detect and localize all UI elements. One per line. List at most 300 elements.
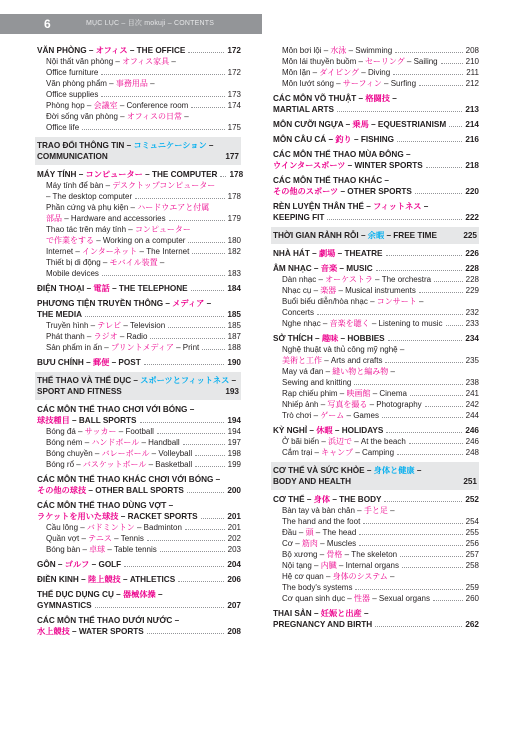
entry-page-number: 173 bbox=[227, 90, 241, 99]
dot-leader bbox=[102, 275, 225, 276]
toc-entry bbox=[37, 202, 241, 213]
japanese-term: 趣味 bbox=[321, 334, 339, 343]
entry-title bbox=[46, 213, 166, 224]
entry-page-number: 201 bbox=[227, 523, 241, 532]
entry-page-number: 232 bbox=[465, 308, 479, 317]
entry-text: – Internal organs bbox=[336, 561, 399, 570]
toc-entry bbox=[37, 140, 239, 151]
japanese-term: 骨格 bbox=[326, 550, 343, 559]
entry-page-number: 203 bbox=[227, 545, 241, 554]
toc-entry bbox=[37, 213, 241, 224]
entry-title bbox=[37, 169, 217, 180]
dot-leader bbox=[354, 384, 462, 385]
toc-entry bbox=[37, 375, 239, 386]
entry-text: COMMUNICATION bbox=[37, 152, 108, 161]
toc-entry bbox=[37, 78, 241, 89]
entry-text: Đời sống văn phòng – bbox=[46, 112, 127, 121]
dot-leader bbox=[376, 270, 463, 271]
entry-title bbox=[282, 78, 416, 89]
entry-title bbox=[273, 134, 394, 145]
dot-leader bbox=[144, 364, 225, 365]
entry-text: Môn lướt sóng – bbox=[282, 79, 343, 88]
entry-title bbox=[282, 516, 360, 527]
toc-entry bbox=[273, 476, 477, 487]
entry-title bbox=[273, 93, 397, 104]
entry-text: CÁC MÔN THỂ THAO MÙA ĐÔNG – bbox=[273, 150, 411, 159]
entry-page-number: 172 bbox=[227, 46, 241, 55]
japanese-term: ラジオ bbox=[93, 332, 118, 341]
entry-page-number: 211 bbox=[466, 68, 479, 77]
entry-text: – Sailing bbox=[404, 57, 438, 66]
entry-page-number: 228 bbox=[465, 264, 479, 273]
entry-page-number: 257 bbox=[465, 550, 479, 559]
dot-leader bbox=[178, 581, 224, 582]
entry-page-number: 212 bbox=[465, 79, 479, 88]
entry-text: Môn lặn – bbox=[282, 68, 320, 77]
japanese-term: ハードウエアと付属 bbox=[137, 203, 210, 212]
entry-text: Máy tính để bàn – bbox=[46, 181, 113, 190]
japanese-term: 妊娠と出産 bbox=[320, 609, 362, 618]
japanese-term: 劇場 bbox=[318, 249, 336, 258]
entry-title bbox=[37, 474, 220, 485]
dot-leader bbox=[393, 74, 463, 75]
japanese-term: テニス bbox=[88, 534, 112, 543]
entry-text: – Diving bbox=[359, 68, 391, 77]
entry-title bbox=[282, 527, 356, 538]
entry-page-number: 175 bbox=[227, 123, 241, 132]
toc-entry bbox=[273, 333, 479, 344]
entry-title bbox=[273, 104, 334, 115]
japanese-term: 事務用品 bbox=[115, 79, 148, 88]
japanese-term: ウインタースポーツ bbox=[273, 161, 346, 170]
entry-text: Dàn nhạc – bbox=[282, 275, 326, 284]
entry-page-number: 234 bbox=[465, 334, 479, 343]
japanese-term: 身体のシステム bbox=[332, 572, 388, 581]
entry-text: – bbox=[206, 141, 214, 150]
entry-text: – FISHING bbox=[351, 135, 395, 144]
entry-title bbox=[282, 56, 438, 67]
toc-entry bbox=[273, 285, 479, 296]
toc-entry bbox=[37, 331, 241, 342]
japanese-term: 乗馬 bbox=[352, 120, 369, 129]
entry-text: The body's systems bbox=[282, 583, 353, 592]
toc-entry bbox=[37, 357, 241, 368]
entry-text: Truyền hình – bbox=[46, 321, 98, 330]
japanese-term: 郵便 bbox=[92, 358, 110, 367]
dot-leader bbox=[85, 316, 224, 317]
entry-text: – Musical instruments bbox=[336, 286, 416, 295]
entry-title bbox=[282, 344, 404, 355]
toc-entry bbox=[37, 169, 244, 180]
japanese-term: セーリング bbox=[365, 57, 405, 66]
entry-text: – Table tennis bbox=[105, 545, 157, 554]
toc-entry bbox=[273, 296, 479, 307]
dot-leader bbox=[397, 454, 463, 455]
entry-text: – WINTER SPORTS bbox=[345, 161, 423, 170]
entry-title bbox=[273, 608, 369, 619]
entry-text: – MUSIC bbox=[337, 264, 373, 273]
japanese-term: その他の球技 bbox=[37, 486, 87, 495]
entry-title bbox=[46, 224, 191, 235]
dot-leader bbox=[449, 126, 462, 127]
toc-entry bbox=[37, 100, 241, 111]
entry-title bbox=[46, 544, 157, 555]
toc-entry bbox=[37, 111, 241, 122]
entry-text: – The head bbox=[313, 528, 357, 537]
japanese-term: 休暇 bbox=[316, 426, 333, 435]
entry-page-number: 193 bbox=[225, 387, 239, 396]
entry-title bbox=[282, 560, 399, 571]
entry-text: NHÀ HÁT – bbox=[273, 249, 319, 258]
toc-entry bbox=[273, 425, 479, 436]
dot-leader bbox=[191, 107, 224, 108]
entry-title bbox=[37, 559, 121, 570]
entry-text: CÁC MÔN VÕ THUẬT – bbox=[273, 94, 366, 103]
entry-text: THỂ THAO VÀ THỂ DỤC – bbox=[37, 376, 141, 385]
toc-entry bbox=[273, 160, 479, 171]
toc-entry bbox=[273, 593, 479, 604]
entry-text: Phòng họp – bbox=[46, 101, 94, 110]
entry-page-number: 216 bbox=[465, 135, 479, 144]
entry-text: SỞ THÍCH – bbox=[273, 334, 322, 343]
entry-title bbox=[37, 600, 92, 611]
entry-page-number: 214 bbox=[465, 120, 479, 129]
entry-text: Đầu – bbox=[282, 528, 306, 537]
toc-entry bbox=[37, 235, 241, 246]
japanese-term: 縫い物と編み物 bbox=[332, 367, 389, 376]
entry-text: – bbox=[155, 590, 163, 599]
entry-page-number: 262 bbox=[465, 620, 479, 629]
entry-text: – Listening to music bbox=[369, 319, 443, 328]
entry-text: Nghệ thuật và thủ công mỹ nghệ – bbox=[282, 345, 405, 354]
entry-text: Mobile devices bbox=[46, 269, 99, 278]
entry-title bbox=[273, 263, 373, 274]
entry-title bbox=[46, 100, 188, 111]
toc-entry bbox=[273, 344, 479, 355]
entry-page-number: 194 bbox=[227, 427, 241, 436]
toc-entry bbox=[37, 320, 241, 331]
entry-text: – Football bbox=[116, 427, 154, 436]
entry-page-number: 208 bbox=[465, 46, 479, 55]
entry-title bbox=[282, 447, 394, 458]
dot-leader bbox=[124, 566, 224, 567]
toc-column-right bbox=[273, 45, 479, 630]
entry-text: – Radio bbox=[117, 332, 148, 341]
dot-leader bbox=[359, 534, 462, 535]
japanese-term: ハンドボール bbox=[91, 438, 140, 447]
entry-text: – Tennis bbox=[111, 534, 144, 543]
dot-leader bbox=[363, 523, 462, 524]
entry-title bbox=[282, 505, 395, 516]
entry-page-number: 238 bbox=[465, 378, 479, 387]
entry-page-number: 179 bbox=[227, 214, 241, 223]
toc-entry bbox=[37, 485, 241, 496]
japanese-term: 電話 bbox=[93, 284, 110, 293]
entry-page-number: 190 bbox=[227, 358, 241, 367]
entry-page-number: 187 bbox=[227, 332, 241, 341]
dot-leader bbox=[191, 290, 225, 291]
japanese-term: 器械体操 bbox=[122, 590, 156, 599]
entry-text: CÁC MÔN THỂ THAO DÙNG VỢT – bbox=[37, 501, 174, 510]
entry-page-number: 258 bbox=[465, 561, 479, 570]
entry-title bbox=[37, 151, 108, 162]
entry-text: GÔN – bbox=[37, 560, 65, 569]
section-band bbox=[271, 462, 479, 490]
toc-entry bbox=[37, 386, 239, 397]
toc-entry bbox=[273, 307, 479, 318]
entry-page-number: 197 bbox=[227, 438, 241, 447]
dot-leader bbox=[386, 432, 462, 433]
toc-entry bbox=[273, 516, 479, 527]
japanese-term: 浜辺で bbox=[328, 437, 352, 446]
entry-text: – The Internet bbox=[137, 247, 190, 256]
entry-title bbox=[273, 476, 351, 487]
dot-leader bbox=[385, 362, 462, 363]
entry-text: The hand and the foot bbox=[282, 517, 361, 526]
entry-text: – bbox=[361, 609, 369, 618]
entry-text: – bbox=[204, 299, 212, 308]
toc-entry bbox=[37, 600, 241, 611]
dot-leader bbox=[192, 253, 224, 254]
japanese-term: 音楽を聴く bbox=[329, 319, 370, 328]
entry-text: – BALL SPORTS bbox=[69, 416, 137, 425]
entry-text: Trò chơi – bbox=[282, 411, 321, 420]
toc-entry bbox=[273, 56, 479, 67]
dot-leader bbox=[410, 395, 463, 396]
toc-entry bbox=[273, 186, 479, 197]
dot-leader bbox=[375, 626, 462, 627]
dot-leader bbox=[140, 422, 225, 423]
entry-text: ÂM NHẠC – bbox=[273, 264, 321, 273]
japanese-term: 球技種目 bbox=[37, 416, 70, 425]
toc-entry bbox=[37, 180, 241, 191]
entry-title bbox=[37, 140, 213, 151]
entry-page-number: 229 bbox=[465, 286, 479, 295]
toc-entry bbox=[273, 230, 477, 241]
entry-text: BƯU CHÍNH – bbox=[37, 358, 93, 367]
entry-text: Thao tác trên máy tính – bbox=[46, 225, 135, 234]
entry-text: Cầu lông – bbox=[46, 523, 87, 532]
entry-page-number: 242 bbox=[465, 400, 479, 409]
entry-text: – OTHER BALL SPORTS bbox=[86, 486, 184, 495]
entry-text: – bbox=[229, 376, 237, 385]
toc-entry bbox=[273, 119, 479, 130]
entry-text: ĐIỆN THOẠI – bbox=[37, 284, 94, 293]
dot-leader bbox=[101, 96, 224, 97]
entry-page-number: 182 bbox=[227, 247, 241, 256]
section-band bbox=[35, 372, 241, 400]
toc-entry bbox=[273, 248, 479, 259]
entry-text: – bbox=[147, 79, 155, 88]
entry-text: Buổi biểu diễn/hòa nhạc – bbox=[282, 297, 377, 306]
entry-page-number: 194 bbox=[227, 416, 241, 425]
entry-text: – Basketball bbox=[146, 460, 193, 469]
entry-text: CƠ THỂ VÀ SỨC KHỎE – bbox=[273, 466, 374, 475]
entry-title bbox=[282, 582, 352, 593]
toc-column-left bbox=[37, 45, 244, 637]
entry-text: – bbox=[181, 112, 189, 121]
japanese-term: その他のスポーツ bbox=[273, 187, 339, 196]
toc-entry bbox=[37, 437, 241, 448]
toc-entry bbox=[37, 89, 241, 100]
entry-title bbox=[282, 45, 392, 56]
toc-entry bbox=[37, 474, 241, 485]
japanese-term: ゲーム bbox=[320, 411, 345, 420]
toc-entry bbox=[273, 465, 477, 476]
entry-title bbox=[46, 459, 192, 470]
entry-title bbox=[282, 571, 394, 582]
entry-page-number: 206 bbox=[227, 575, 241, 584]
japanese-term: オーケストラ bbox=[325, 275, 373, 284]
japanese-term: 会議室 bbox=[93, 101, 118, 110]
entry-text: THE MEDIA bbox=[37, 310, 83, 319]
entry-title bbox=[46, 56, 176, 67]
entry-page-number: 178 bbox=[229, 170, 244, 179]
entry-title bbox=[46, 202, 209, 213]
entry-title bbox=[46, 522, 182, 533]
toc-entry bbox=[273, 274, 479, 285]
entry-title bbox=[46, 111, 189, 122]
entry-text: – OTHER SPORTS bbox=[338, 187, 412, 196]
toc-entry bbox=[273, 377, 479, 388]
toc-entry bbox=[37, 544, 241, 555]
entry-text: – Camping bbox=[353, 448, 395, 457]
entry-title bbox=[37, 283, 188, 294]
entry-title bbox=[37, 511, 198, 522]
entry-text: Phần cứng và phụ kiện – bbox=[46, 203, 138, 212]
toc-entry bbox=[273, 104, 479, 115]
toc-entry bbox=[37, 626, 241, 637]
entry-text: THỂ DỤC DỤNG CỤ – bbox=[37, 590, 123, 599]
entry-text: – bbox=[387, 506, 395, 515]
entry-title bbox=[37, 615, 179, 626]
dot-leader bbox=[402, 567, 463, 568]
japanese-term: 余暇 bbox=[367, 231, 385, 240]
toc-entry bbox=[273, 388, 479, 399]
toc-entry bbox=[273, 355, 479, 366]
entry-page-number: 201 bbox=[227, 512, 241, 521]
japanese-term: テレビ bbox=[97, 321, 122, 330]
toc-entry bbox=[37, 589, 241, 600]
entry-text: Cắm trại – bbox=[282, 448, 322, 457]
toc-entry bbox=[273, 318, 479, 329]
japanese-term: オフィス家具 bbox=[122, 57, 170, 66]
entry-title bbox=[46, 426, 154, 437]
entry-title bbox=[46, 342, 199, 353]
japanese-term: 内臓 bbox=[320, 561, 337, 570]
entry-text: – bbox=[421, 202, 429, 211]
entry-text: Bóng ném – bbox=[46, 438, 92, 447]
entry-page-number: 226 bbox=[465, 249, 479, 258]
dot-leader bbox=[441, 63, 463, 64]
entry-text: CÁC MÔN THỂ THAO CHƠI VỚI BÓNG – bbox=[37, 405, 195, 414]
toc-entry bbox=[37, 309, 241, 320]
entry-page-number: 248 bbox=[465, 448, 479, 457]
entry-text: Cơ – bbox=[282, 539, 302, 548]
toc-entry bbox=[273, 212, 479, 223]
dot-leader bbox=[95, 607, 225, 608]
entry-title bbox=[46, 320, 165, 331]
entry-text: KỲ NGHỈ – bbox=[273, 426, 317, 435]
entry-title bbox=[282, 285, 416, 296]
entry-title bbox=[273, 465, 421, 476]
entry-page-number: 180 bbox=[227, 236, 241, 245]
japanese-term: バドミントン bbox=[86, 523, 135, 532]
entry-page-number: 188 bbox=[227, 343, 241, 352]
entry-page-number: 213 bbox=[465, 105, 479, 114]
entry-title bbox=[46, 122, 79, 133]
entry-page-number: 202 bbox=[227, 534, 241, 543]
entry-text: GYMNASTICS bbox=[37, 601, 92, 610]
toc-entry bbox=[37, 191, 241, 202]
dot-leader bbox=[195, 455, 224, 456]
toc-entry bbox=[37, 268, 241, 279]
japanese-term: バレーボール bbox=[101, 449, 150, 458]
entry-title bbox=[46, 180, 215, 191]
entry-page-number: 244 bbox=[465, 411, 479, 420]
entry-text: – WATER SPORTS bbox=[69, 627, 144, 636]
entry-text: – Arts and crafts bbox=[322, 356, 383, 365]
entry-title bbox=[273, 425, 383, 436]
entry-text: – Volleyball bbox=[149, 449, 193, 458]
dot-leader bbox=[327, 219, 462, 220]
entry-page-number: 254 bbox=[465, 517, 479, 526]
dot-leader bbox=[409, 443, 463, 444]
entry-page-number: 178 bbox=[227, 192, 241, 201]
toc-entry bbox=[273, 78, 479, 89]
toc-entry bbox=[37, 448, 241, 459]
dot-leader bbox=[101, 74, 224, 75]
entry-text: – FREE TIME bbox=[384, 231, 437, 240]
entry-title bbox=[282, 274, 431, 285]
entry-text: – bbox=[169, 57, 176, 66]
entry-text: May vá đan – bbox=[282, 367, 333, 376]
entry-title bbox=[282, 296, 423, 307]
entry-text: MÁY TÍNH – bbox=[37, 170, 86, 179]
entry-text: Môn bơi lội – bbox=[282, 46, 331, 55]
japanese-term: 音楽 bbox=[320, 264, 338, 273]
entry-text: TRAO ĐỔI THÔNG TIN – bbox=[37, 141, 134, 150]
dot-leader bbox=[188, 242, 224, 243]
entry-text: MARTIAL ARTS bbox=[273, 105, 334, 114]
entry-text: KEEPING FIT bbox=[273, 213, 325, 222]
entry-title bbox=[37, 415, 137, 426]
entry-text: – Muscles bbox=[317, 539, 357, 548]
entry-text: – THEATRE bbox=[335, 249, 383, 258]
entry-title bbox=[282, 388, 407, 399]
dot-leader bbox=[82, 129, 224, 130]
toc-entry bbox=[273, 436, 479, 447]
entry-title bbox=[37, 357, 141, 368]
entry-text: Concerts bbox=[282, 308, 315, 317]
toc-entry bbox=[37, 533, 241, 544]
entry-text: Bóng đá – bbox=[46, 427, 85, 436]
entry-text: – THE BODY bbox=[330, 495, 382, 504]
entry-text: Hệ cơ quan – bbox=[282, 572, 333, 581]
toc-entry bbox=[37, 342, 241, 353]
entry-title bbox=[282, 593, 430, 604]
entry-page-number: 222 bbox=[465, 213, 479, 222]
dot-leader bbox=[168, 327, 224, 328]
entry-text: – bbox=[388, 367, 395, 376]
entry-text: – THE COMPUTER bbox=[142, 170, 218, 179]
dot-leader bbox=[160, 551, 225, 552]
dot-leader bbox=[426, 167, 463, 168]
toc-entry bbox=[273, 560, 479, 571]
entry-page-number: 235 bbox=[465, 356, 479, 365]
dot-leader bbox=[188, 52, 224, 53]
dot-leader bbox=[382, 417, 463, 418]
